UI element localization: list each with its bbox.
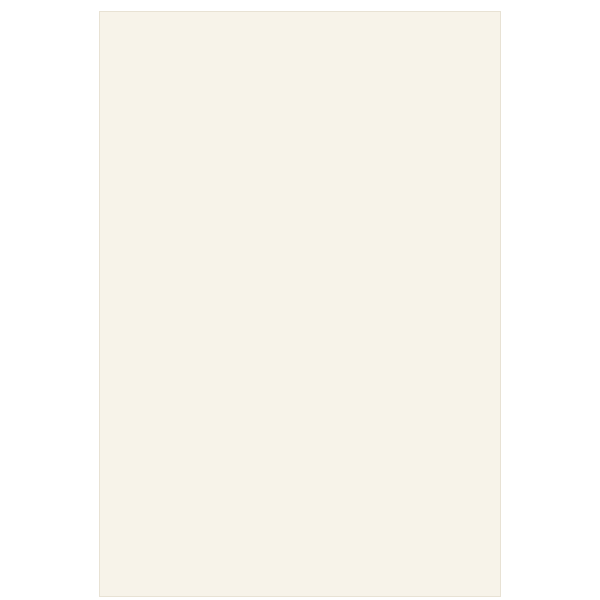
watermark-text: [146, 149, 494, 535]
watermark: [100, 12, 500, 596]
book-page: [100, 12, 500, 596]
